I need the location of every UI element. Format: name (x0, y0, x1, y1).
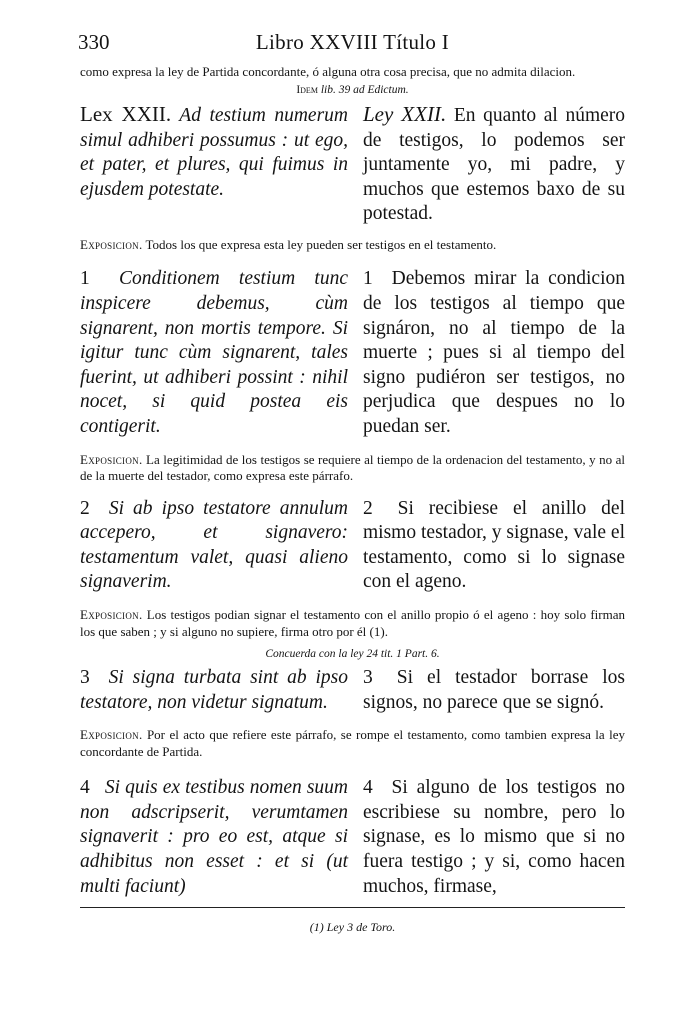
paragraph-4-latin (80, 776, 348, 899)
exposicion-2-text: La legitimidad de los testigos se requiere al tiempo de la ordenacion del testamento, y no al de la muerte del testador, como expresa este párrafo. (80, 451, 626, 484)
footnote-text: (1) Ley 3 de Toro. (309, 920, 396, 935)
paragraph-4-spanish (363, 776, 625, 899)
paragraph-2-number-latin: 2 (80, 497, 90, 519)
paragraph-4-number-spanish: 4 (363, 777, 373, 799)
footnote-divider (80, 907, 625, 908)
paragraph-3-spanish (363, 666, 625, 715)
exposicion-3-text: Los testigos podian signar el testamento con el anillo propio ó el ageno : hoy solo firman los que saben ; y si alguno no supiere, firma otro por él (1). (80, 607, 625, 639)
ley-heading: Ley XXII. (363, 102, 447, 126)
paragraph-2-number-spanish: 2 (363, 497, 373, 519)
paragraph-1 (80, 267, 625, 439)
paragraph-3-latin (80, 666, 348, 715)
exposicion-3 (80, 607, 625, 640)
lex-latin-text: Ad testium numerum simul adhiberi possumus : ut ego, et pater, et plures, qui fuimus in ejusdem potestate. (80, 105, 348, 200)
spanish-column (363, 102, 625, 227)
paragraph-2-latin-text: Si ab ipso testatore annulum accepero, et signavero: testamentum valet, quasi alieno signaverim. (80, 497, 348, 593)
paragraph-4 (80, 776, 625, 899)
paragraph-3-number-spanish: 3 (363, 667, 373, 688)
exposicion-1 (80, 237, 625, 254)
paragraph-1-latin (80, 267, 348, 439)
paragraph-1-spanish (363, 267, 625, 439)
page-header (80, 30, 625, 64)
latin-column (80, 102, 348, 227)
source-rest: lib. 39 ad Edictum. (320, 84, 409, 96)
paragraph-1-number-latin: 1 (80, 268, 90, 290)
paragraph-3-number-latin: 3 (80, 667, 90, 688)
paragraph-4-number-latin: 4 (80, 777, 90, 799)
exposicion-label: Exposicion. (80, 236, 143, 252)
source-reference (80, 84, 625, 96)
paragraph-2-spanish-text: Si recibiese el anillo del mismo testador, y signase, vale el testamento, como si lo signase con el ageno. (363, 497, 626, 593)
paragraph-2-spanish (363, 497, 625, 595)
footnote (80, 920, 625, 935)
lex-pair (80, 102, 625, 227)
running-head: Libro XXVIII Título I (255, 30, 450, 54)
paragraph-2-latin (80, 497, 348, 595)
exposicion-label: Exposicion. (80, 727, 143, 743)
paragraph-1-number-spanish: 1 (363, 268, 373, 290)
paragraph-3-spanish-text: Si el testador borrase los signos, no parece que se signó. (363, 667, 625, 713)
exposicion-label: Exposicion. (80, 607, 143, 622)
concuerda-reference: Concuerda con la ley 24 tit. 1 Part. 6. (265, 648, 440, 660)
exposicion-1-text: Todos los que expresa esta ley pueden ser testigos en el testamento. (145, 236, 497, 252)
exposicion-4 (80, 727, 625, 760)
page-number: 330 (78, 30, 110, 54)
top-continuation: como expresa la ley de Partida concordante, ó alguna otra cosa precisa, que no admita dilacion. (80, 64, 576, 79)
source-idem: Idem (296, 84, 318, 96)
lex-spanish-text: En quanto al número de testigos, lo podemos ser juntamente yo, mi padre, y muchos que estemos baxo de su potestad. (363, 105, 626, 225)
paragraph-3-latin-text: Si signa turbata sint ab ipso testatore, non videtur signatum. (80, 667, 349, 713)
paragraph-3 (80, 666, 625, 715)
exposicion-4-text: Por el acto que refiere este párrafo, se rompe el testamento, como tambien expresa la ley concordante de Partida. (80, 727, 626, 759)
lex-heading: Lex XXII. (80, 102, 172, 126)
paragraph-1-latin-text: Conditionem testium tunc inspicere debemus, cùm signarent, non mortis tempore. Si igitur tunc cùm signarent, tales fuerint, ut adhiberi possint : nihil nocet, si quid postea eis contigerit. (80, 268, 348, 438)
paragraph-2 (80, 497, 625, 595)
paragraph-1-spanish-text: Debemos mirar la condicion de los testigos al tiempo que signáron, no al tiempo de la muerte ; pues si al tiempo del signo pudiéron ser testigos, no perjudica que despues no lo puedan ser. (363, 268, 625, 438)
page (80, 30, 625, 935)
exposicion-label: Exposicion. (80, 451, 143, 467)
exposicion-2 (80, 452, 625, 485)
paragraph-4-spanish-text: Si alguno de los testigos no escribiese su nombre, pero lo signase, es lo mismo que si no fuera testigo ; y si, como hacen muchos, firmase, (363, 777, 625, 897)
paragraph-4-latin-text: Si quis ex testibus nomen suum non adscripserit, verumtamen signaverit : pro eo est, atque si adhibitus non esset : et si (ut multi faciunt) (80, 777, 349, 897)
